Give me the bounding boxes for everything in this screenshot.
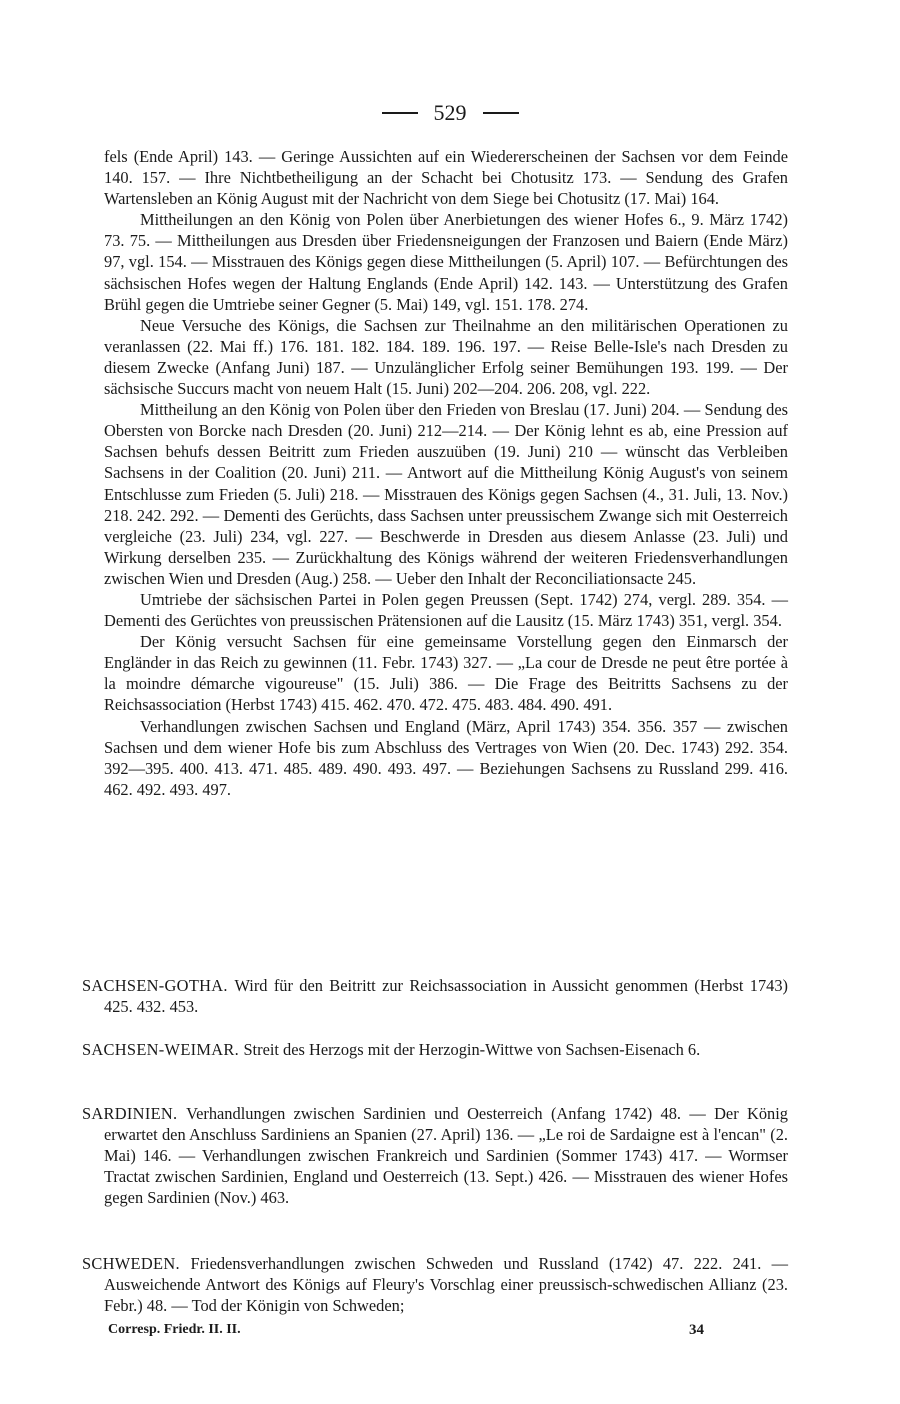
entry-text: Wird für den Beitritt zur Reichsassociation in Aussicht genommen (Herbst 1743) 425. 432. 453. (104, 976, 788, 1017)
saxony-entry-continuation (104, 146, 788, 800)
index-entry-sachsen-weimar (82, 1039, 788, 1060)
page-header (0, 100, 900, 126)
header-dash-left (382, 112, 418, 114)
entry-heading: SACHSEN-WEIMAR. (82, 1040, 244, 1059)
page-footer (108, 1322, 704, 1339)
entry-heading: SARDINIEN. (82, 1104, 187, 1123)
paragraph-5: Umtriebe der sächsischen Partei in Polen gegen Preussen (Sept. 1742) 274, vergl. 289. 354. — Dementi des Gerüchtes von preussischen Prätensionen auf die Lausitz (15. März 1743) 351, vergl. 354. (104, 589, 788, 631)
entry-text: Streit des Herzogs mit der Herzogin-Wittwe von Sachsen-Eisenach 6. (243, 1040, 701, 1059)
paragraph-1: fels (Ende April) 143. — Geringe Aussichten auf ein Wiedererscheinen der Sachsen vor dem Feinde 140. 157. — Ihre Nichtbetheiligung an der Schacht bei Chotusitz 173. — Sendung des Grafen Wartensleben an König August mit der Nachricht von dem Siege bei Chotusitz (17. Mai) 164. (104, 147, 788, 209)
signature-mark: 34 (689, 1322, 704, 1338)
paragraph-7: Verhandlungen zwischen Sachsen und England (März, April 1743) 354. 356. 357 — zwischen Sachsen und dem wiener Hofe bis zum Abschluss des Vertrages von Wien (20. Dec. 1743) 292. 354. 392—395. 400. 413. 471. 485. 489. 490. 493. 497. — Beziehungen Sachsens zu Russland 299. 416. 462. 492. 493. 497. (104, 716, 788, 799)
paragraph-4: Mittheilung an den König von Polen über den Frieden von Breslau (17. Juni) 204. — Sendung des Obersten von Borcke nach Dresden (20. Juni) 212—214. — Der König lehnt es ab, eine Pression auf Sachsen behufs dessen Beitritt zum Frieden auszuüben (19. Juni) 210 — wünscht das Verbleiben Sachsens in der Coalition (20. Juni) 211. — Antwort auf die Mittheilung König August's von seinem Entschlusse zum Frieden (5. Juli) 218. — Misstrauen des Königs gegen Sachsen (4., 31. Juli, 13. Nov.) 218. 242. 292. — Dementi des Gerüchts, dass Sachsen unter preussischem Zwange sich mit Oesterreich vergleiche (23. Juli) 234, vgl. 227. — Beschwerde in Dresden aus diesem Anlasse (23. Juli) und Wirkung derselben 235. — Zurückhaltung des Königs während der weiteren Friedensverhandlungen zwischen Wien und Dresden (Aug.) 258. — Ueber den Inhalt der Reconciliationsacte 245. (104, 400, 788, 588)
page-number: 529 (433, 100, 467, 125)
entry-heading: SCHWEDEN. (82, 1254, 191, 1273)
paragraph-3: Neue Versuche des Königs, die Sachsen zur Theilnahme an den militärischen Operationen zu veranlassen (22. Mai ff.) 176. 181. 182. 184. 189. 196. 197. — Reise Belle-Isle's nach Dresden zu diesem Zwecke (Anfang Juni) 187. — Unzulänglicher Erfolg seiner Bemühungen 193. 199. — Der sächsische Succurs macht von neuem Halt (15. Juni) 202—204. 206. 208, vgl. 222. (104, 315, 788, 399)
paragraph-2: Mittheilungen an den König von Polen über Anerbietungen des wiener Hofes 6., 9. März 1742) 73. 75. — Mittheilungen aus Dresden über Friedensneigungen der Franzosen und Baiern (Ende März) 97, vgl. 154. — Misstrauen des Königs gegen diese Mittheilungen (5. April) 107. — Befürchtungen des sächsischen Hofes wegen der Haltung Englands (Ende April) 142. 143. — Unterstützung des Grafen Brühl gegen die Umtriebe seiner Gegner (5. Mai) 149, vgl. 151. 178. 274. (104, 210, 788, 314)
index-entry-sardinien (82, 1103, 788, 1208)
header-dash-right (483, 112, 519, 114)
series-reference: Corresp. Friedr. II. II. (108, 1322, 241, 1337)
entry-text: Friedensverhandlungen zwischen Schweden und Russland (1742) 47. 222. 241. — Ausweichende Antwort des Königs auf Fleury's Vorschlag einer preussisch-schwedischen Allianz (23. Febr.) 48. — Tod der Königin von Schweden; (104, 1254, 788, 1316)
entry-text: Verhandlungen zwischen Sardinien und Oesterreich (Anfang 1742) 48. — Der König erwartet den Anschluss Sardiniens an Spanien (27. April) 136. — „Le roi de Sardaigne est à l'encan" (2. Mai) 146. — Verhandlungen zwischen Frankreich und Sardinien (Sommer 1743) 417. — Wormser Tractat zwischen Sardinien, England und Oesterreich (13. Sept.) 426. — Misstrauen des wiener Hofes gegen Sardinien (Nov.) 463. (104, 1104, 788, 1208)
paragraph-6: Der König versucht Sachsen für eine gemeinsame Vorstellung gegen den Einmarsch der Engländer in das Reich zu gewinnen (11. Febr. 1743) 327. — „La cour de Dresde ne peut être portée à la moindre démarche vigoureuse" (15. Juli) 386. — Die Frage des Beitritts Sachsens zu der Reichsassociation (Herbst 1743) 415. 462. 470. 472. 475. 483. 484. 490. 491. (104, 632, 788, 715)
entry-heading: SACHSEN-GOTHA. (82, 976, 235, 995)
index-entry-schweden (82, 1253, 788, 1316)
index-entry-sachsen-gotha (82, 975, 788, 1017)
